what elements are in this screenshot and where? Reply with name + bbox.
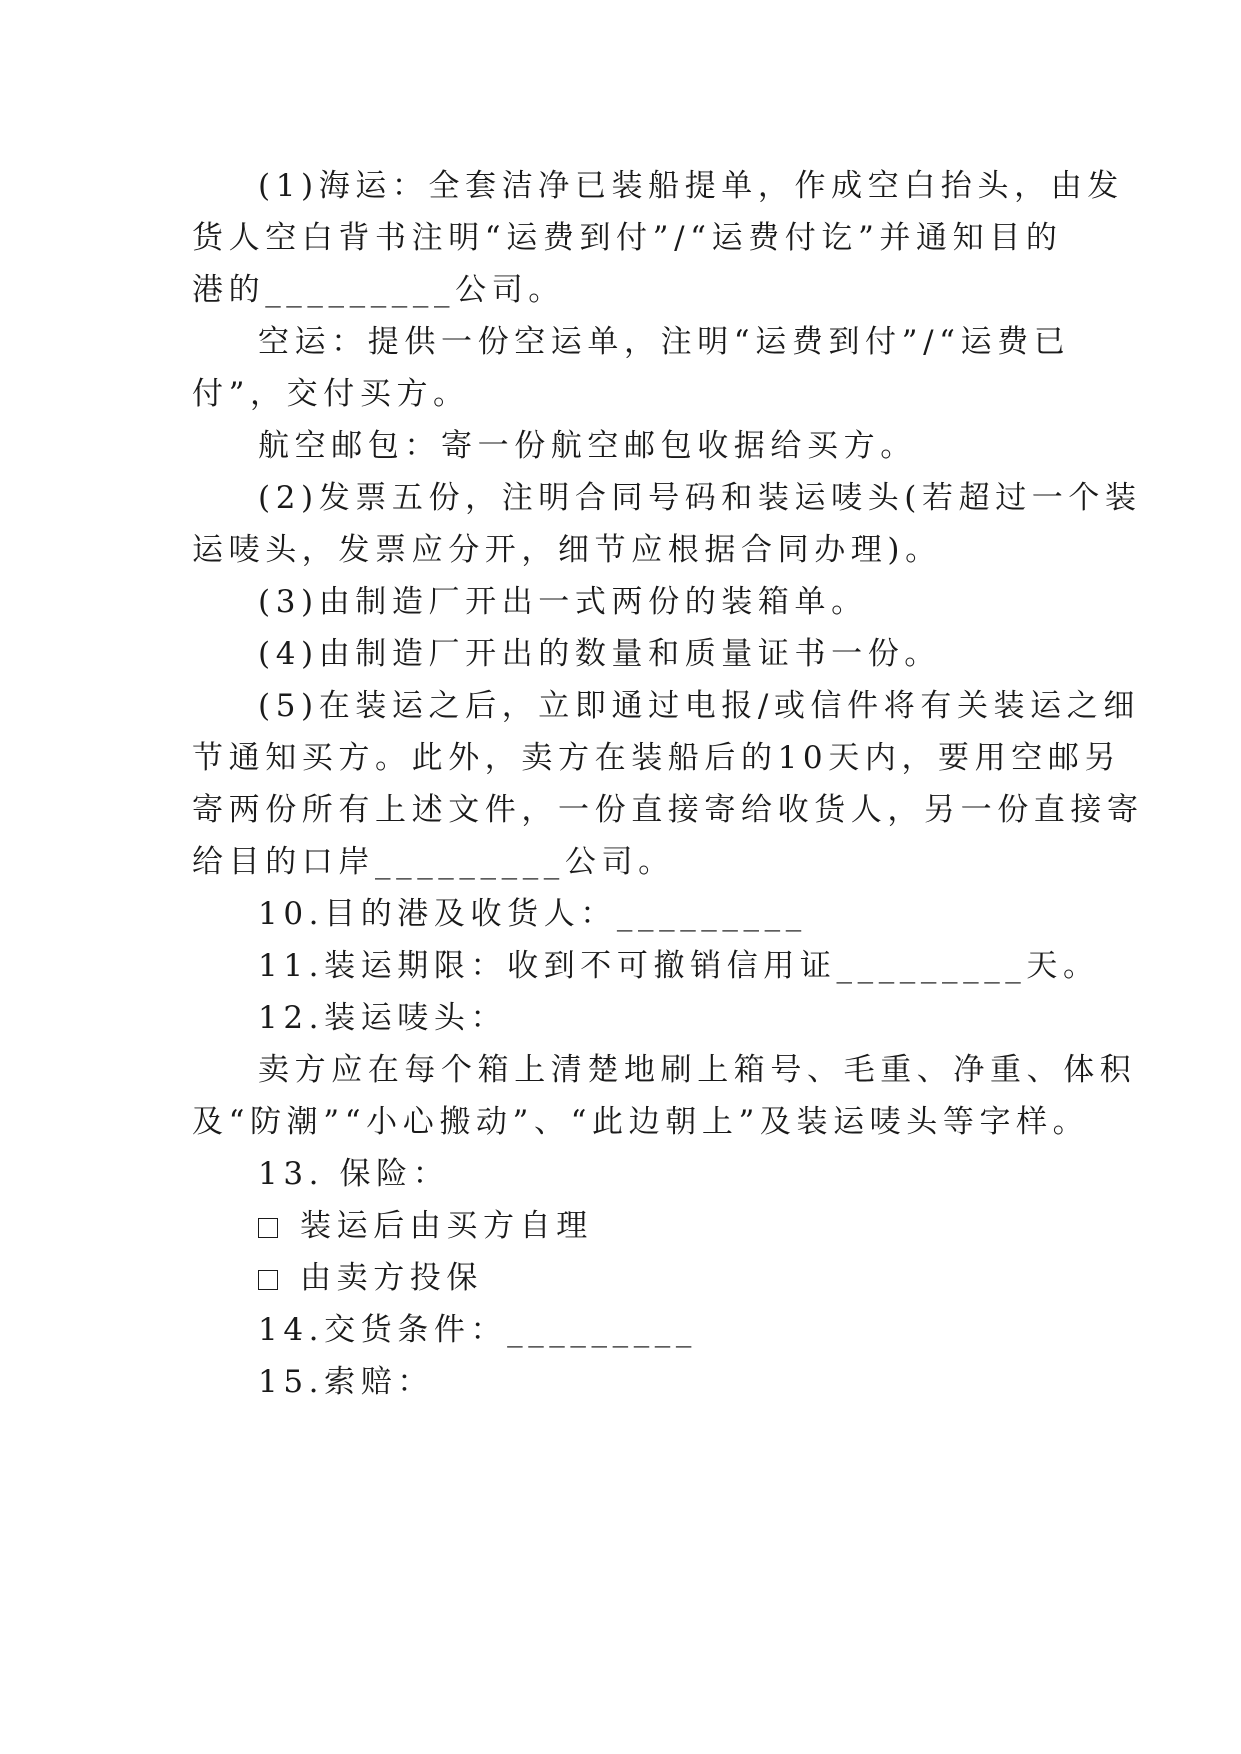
clause-12-marks-text-end: 及“防潮”“小心搬动”、“此边朝上”及装运唛头等字样。 bbox=[192, 1104, 1090, 1140]
clause-air-transport: 空运：提供一份空运单，注明“运费到付”/“运费已 bbox=[258, 324, 1071, 360]
clause-quality-certificate: (4)由制造厂开出的数量和质量证书一份。 bbox=[258, 636, 941, 672]
clause-shipping-advice-cont2: 寄两份所有上述文件，一份直接寄给收货人，另一份直接寄 bbox=[192, 792, 1144, 828]
clause-invoice: (2)发票五份，注明合同号码和装运唛头(若超过一个装 bbox=[258, 480, 1142, 516]
clause-13-insurance: 13. 保险： bbox=[258, 1156, 450, 1192]
clause-shipping-advice-end: 给目的口岸_________公司。 bbox=[192, 844, 675, 880]
clause-10-destination: 10.目的港及收货人：_________ bbox=[258, 896, 807, 932]
insurance-option-buyer-label: 装运后由买方自理 bbox=[300, 1208, 593, 1244]
clause-15-claims: 15.索赔： bbox=[258, 1364, 434, 1400]
clause-14-delivery-terms: 14.交货条件：_________ bbox=[258, 1312, 697, 1348]
clause-ocean-transport-cont: 货人空白背书注明“运费到付”/“运费付讫”并通知目的 bbox=[192, 220, 1063, 256]
clause-shipping-advice-cont1: 节通知买方。此外，卖方在装船后的10天内，要用空邮另 bbox=[192, 740, 1122, 776]
clause-11-shipment-period: 11.装运期限：收到不可撤销信用证_________天。 bbox=[258, 948, 1100, 984]
clause-shipping-advice: (5)在装运之后，立即通过电报/或信件将有关装运之细 bbox=[258, 688, 1140, 724]
clause-12-marks-text: 卖方应在每个箱上清楚地刷上箱号、毛重、净重、体积 bbox=[258, 1052, 1137, 1088]
insurance-option-seller-label: 由卖方投保 bbox=[300, 1260, 483, 1296]
insurance-option-buyer[interactable] bbox=[258, 1206, 593, 1246]
checkbox-buyer-insures[interactable] bbox=[258, 1218, 278, 1238]
clause-invoice-end: 运唛头，发票应分开，细节应根据合同办理)。 bbox=[192, 532, 942, 568]
clause-packing-list: (3)由制造厂开出一式两份的装箱单。 bbox=[258, 584, 868, 620]
checkbox-seller-insures[interactable] bbox=[258, 1270, 278, 1290]
clause-air-transport-end: 付”，交付买方。 bbox=[192, 376, 470, 412]
clause-ocean-transport-end: 港的_________公司。 bbox=[192, 272, 565, 308]
clause-12-shipping-marks: 12.装运唛头： bbox=[258, 1000, 508, 1036]
clause-ocean-transport: (1)海运：全套洁净已装船提单，作成空白抬头，由发 bbox=[258, 168, 1124, 204]
insurance-option-seller[interactable] bbox=[258, 1258, 483, 1298]
clause-air-parcel: 航空邮包：寄一份航空邮包收据给买方。 bbox=[258, 428, 917, 464]
